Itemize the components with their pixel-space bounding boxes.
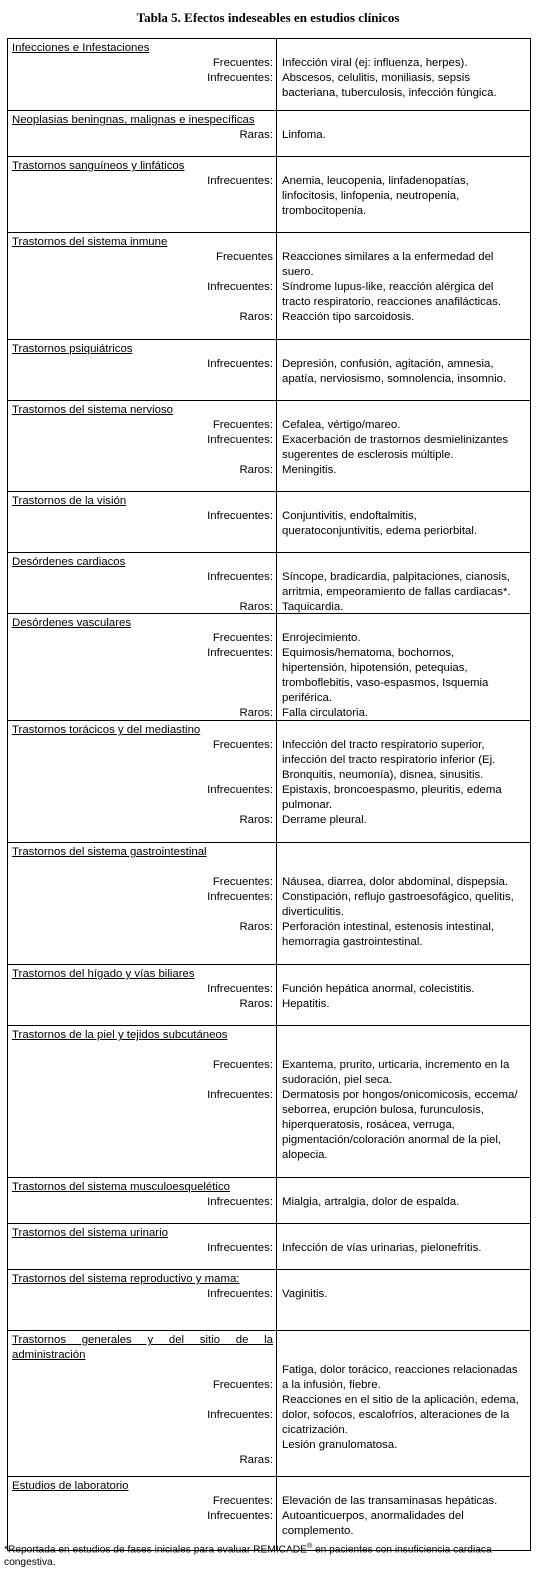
frequency-label: Frecuentes: — [212, 419, 273, 431]
effect-text: periférica. — [282, 692, 333, 704]
section-header: Trastornos del sistema musculoesquelético — [12, 1181, 230, 1193]
frequency-label: Infrecuentes: — [207, 983, 273, 995]
section-header: Trastornos del sistema inmune — [12, 236, 168, 248]
table-section — [8, 843, 530, 965]
section-left-cell — [8, 1026, 277, 1177]
frequency-label: Frecuentes — [216, 251, 273, 263]
effect-text: pigmentación/coloración anormal de la piel, — [282, 1134, 502, 1146]
effect-text: linfocitosis, linfopenia, neutropenia, — [282, 190, 460, 202]
section-header: Trastornos del sistema reproductivo y mama: — [12, 1273, 240, 1285]
effect-text: a la infusión, fiebre. — [282, 1379, 381, 1391]
section-right-cell — [277, 233, 530, 339]
effect-text: Enrojecimiento. — [282, 632, 361, 644]
section-header: Trastornos generales y del sitio de la administración — [12, 1334, 273, 1361]
frequency-label: Infrecuentes: — [207, 510, 273, 522]
section-header: Trastornos psiquiátricos — [12, 343, 133, 355]
frequency-label: Frecuentes: — [212, 876, 273, 888]
effect-text: Anemia, leucopenia, linfadenopatías, — [282, 175, 469, 187]
table-section — [8, 1331, 530, 1477]
table-section — [8, 553, 530, 614]
section-left-cell — [8, 721, 277, 842]
section-right-cell — [277, 553, 530, 613]
effect-text: Taquicardia. — [282, 601, 344, 613]
section-right-cell — [277, 721, 530, 842]
effect-text: Infección de vías urinarias, pielonefritis. — [282, 1242, 482, 1254]
section-right-cell — [277, 39, 530, 110]
section-left-cell — [8, 965, 277, 1025]
section-left-cell — [8, 553, 277, 613]
effect-text: Falla circulatoria. — [282, 707, 369, 719]
table-section — [8, 157, 530, 233]
section-right-cell — [277, 965, 530, 1025]
effect-text: sudoración, piel seca. — [282, 1074, 393, 1086]
effect-text: Hepatitis. — [282, 998, 330, 1010]
frequency-label: Raras: — [239, 1454, 273, 1466]
section-right-cell — [277, 1331, 530, 1476]
effect-text: diverticulitis. — [282, 906, 345, 918]
effect-text: Depresión, confusión, agitación, amnesia, — [282, 358, 494, 370]
effect-text: tromboflebitis, vaso-espasmos, Isquemia — [282, 677, 489, 689]
section-left-cell — [8, 39, 277, 110]
effect-text: tracto respiratorio, reacciones anafilácticas. — [282, 296, 502, 308]
effect-text: Derrame pleural. — [282, 814, 367, 826]
table-section — [8, 492, 530, 553]
section-header: Neoplasias beningnas, malignas e inespecíficas — [12, 114, 255, 126]
frequency-label: Infrecuentes: — [207, 1288, 273, 1300]
adverse-effects-table — [7, 38, 531, 1551]
frequency-label: Raros: — [239, 921, 273, 933]
effect-text: Reacciones en el sitio de la aplicación, edema, — [282, 1394, 519, 1406]
section-header: Estudios de laboratorio — [12, 1480, 129, 1492]
table-section — [8, 965, 530, 1026]
effect-text: Equimosis/hematoma, bochornos, — [282, 647, 455, 659]
frequency-label: Infrecuentes: — [207, 434, 273, 446]
effect-text: Dermatosis por hongos/onicomicosis, eccema/ — [282, 1089, 518, 1101]
section-left-cell — [8, 843, 277, 964]
frequency-label: Infrecuentes: — [207, 784, 273, 796]
effect-text: Síncope, bradicardia, palpitaciones, cianosis, — [282, 571, 510, 583]
effect-text: Fatiga, dolor torácico, reacciones relacionadas — [282, 1364, 518, 1376]
effect-text: seborrea, erupción bulosa, furunculosis, — [282, 1104, 484, 1116]
table-section — [8, 340, 530, 401]
effect-text: Mialgia, artralgia, dolor de espalda. — [282, 1196, 460, 1208]
frequency-label: Infrecuentes: — [207, 1510, 273, 1522]
section-right-cell — [277, 1270, 530, 1330]
section-left-cell — [8, 492, 277, 552]
section-left-cell — [8, 340, 277, 400]
effect-text: Cefalea, vértigo/mareo. — [282, 419, 401, 431]
section-right-cell — [277, 340, 530, 400]
effect-text: Bronquitis, neumonía), disnea, sinusitis. — [282, 769, 484, 781]
effect-text: alopecia. — [282, 1149, 328, 1161]
effect-text: Constipación, reflujo gastroesofágico, quelitis, — [282, 891, 514, 903]
frequency-label: Infrecuentes: — [207, 175, 273, 187]
footnote-text: *Reportada en estudios de fases iniciales para evaluar REMICADE — [4, 1544, 307, 1556]
frequency-label: Infrecuentes: — [207, 647, 273, 659]
frequency-label: Raras: — [239, 129, 273, 141]
table-section — [8, 111, 530, 157]
table-section — [8, 1026, 530, 1178]
frequency-label: Infrecuentes: — [207, 891, 273, 903]
section-left-cell — [8, 111, 277, 156]
section-right-cell — [277, 1178, 530, 1223]
effect-text: complemento. — [282, 1525, 354, 1537]
frequency-label: Infrecuentes: — [207, 1089, 273, 1101]
effect-text: infección del tracto respiratorio inferior (Ej. — [282, 754, 496, 766]
effect-text: Síndrome lupus-like, reacción alérgica del — [282, 281, 494, 293]
effect-text: sugerentes de esclerosis múltiple. — [282, 449, 454, 461]
effect-text: Conjuntivitis, endoftalmitis, — [282, 510, 417, 522]
effect-text: Epistaxis, broncoespasmo, pleuritis, edema — [282, 784, 502, 796]
effect-text: Reacción tipo sarcoidosis. — [282, 311, 415, 323]
frequency-label: Raros: — [239, 707, 273, 719]
section-left-cell — [8, 614, 277, 720]
section-header: Trastornos sanguíneos y linfáticos — [12, 160, 185, 172]
frequency-label: Infrecuentes: — [207, 1242, 273, 1254]
effect-text: dolor, sofocos, escalofríos, alteraciones de la — [282, 1409, 510, 1421]
table-section — [8, 39, 530, 111]
section-header: Trastornos del sistema nervioso — [12, 404, 174, 416]
table-section — [8, 721, 530, 843]
effect-text: Elevación de las transaminasas hepáticas. — [282, 1495, 498, 1507]
section-left-cell — [8, 1224, 277, 1269]
frequency-label: Infrecuentes: — [207, 1196, 273, 1208]
effect-text: Linfoma. — [282, 129, 326, 141]
effect-text: suero. — [282, 266, 314, 278]
effect-text: Lesión granulomatosa. — [282, 1439, 398, 1451]
section-right-cell — [277, 1224, 530, 1269]
frequency-label: Infrecuentes: — [207, 1409, 273, 1421]
section-left-cell — [8, 401, 277, 491]
section-right-cell — [277, 614, 530, 720]
effect-text: Infección del tracto respiratorio superior, — [282, 739, 485, 751]
effect-text: Autoanticuerpos, anormalidades del — [282, 1510, 464, 1522]
table-section — [8, 233, 530, 340]
section-right-cell — [277, 111, 530, 156]
section-left-cell — [8, 157, 277, 232]
section-right-cell — [277, 1026, 530, 1177]
effect-text: Vaginitis. — [282, 1288, 328, 1300]
section-left-cell — [8, 1331, 277, 1476]
section-header: Desórdenes cardiacos — [12, 556, 126, 568]
table-section — [8, 1178, 530, 1224]
frequency-label: Infrecuentes: — [207, 281, 273, 293]
effect-text: apatía, nerviosismo, somnolencia, insomnio. — [282, 373, 507, 385]
frequency-label: Frecuentes: — [212, 1495, 273, 1507]
frequency-label: Raros: — [239, 311, 273, 323]
effect-text: Náusea, diarrea, dolor abdominal, dispepsia. — [282, 876, 509, 888]
section-header: Trastornos de la piel y tejidos subcutáneos — [12, 1029, 228, 1041]
effect-text: pulmonar. — [282, 799, 333, 811]
section-header: Trastornos torácicos y del mediastino — [12, 724, 201, 736]
registered-mark: ® — [306, 1543, 313, 1550]
effect-text: trombocitopenia. — [282, 205, 367, 217]
effect-text: arritmia, empeoramiento de fallas cardiacas*. — [282, 586, 511, 598]
frequency-label: Raros: — [239, 998, 273, 1010]
section-left-cell — [8, 1270, 277, 1330]
effect-text: cicatrización. — [282, 1424, 348, 1436]
footnote-text-end: en pacientes con insuficiencia cardiaca congestiva. — [4, 1544, 492, 1569]
table-section — [8, 614, 530, 721]
table-section — [8, 1224, 530, 1270]
section-header: Trastornos del sistema urinario — [12, 1227, 168, 1239]
table-title: Tabla 5. Efectos indeseables en estudios clínicos — [136, 10, 400, 25]
effect-text: hemorragia gastrointestinal. — [282, 936, 423, 948]
effect-text: Reacciones similares a la enfermedad del — [282, 251, 494, 263]
frequency-label: Raros: — [239, 814, 273, 826]
frequency-label: Frecuentes: — [212, 1379, 273, 1391]
effect-text: Infección viral (ej: influenza, herpes). — [282, 57, 468, 69]
section-left-cell — [8, 233, 277, 339]
section-header: Trastornos de la visión — [12, 495, 127, 507]
effect-text: Perforación intestinal, estenosis intestinal, — [282, 921, 495, 933]
effect-text: Exacerbación de trastornos desmielinizantes — [282, 434, 509, 446]
frequency-label: Raros: — [239, 601, 273, 613]
frequency-label: Frecuentes: — [212, 739, 273, 751]
effect-text: hipertensión, hipotensión, petequias, — [282, 662, 468, 674]
section-header: Trastornos del hígado y vías biliares — [12, 968, 195, 980]
effect-text: hiperqueratosis, rosácea, verruga, — [282, 1119, 455, 1131]
section-right-cell — [277, 492, 530, 552]
section-left-cell — [8, 1178, 277, 1223]
effect-text: bacteriana, tuberculosis, infección fúngica. — [282, 87, 497, 99]
section-right-cell — [277, 843, 530, 964]
frequency-label: Frecuentes: — [212, 632, 273, 644]
frequency-label: Infrecuentes: — [207, 72, 273, 84]
effect-text: queratoconjuntivitis, edema periorbital. — [282, 525, 478, 537]
table-section — [8, 401, 530, 492]
effect-text: Meningitis. — [282, 464, 337, 476]
frequency-label: Infrecuentes: — [207, 358, 273, 370]
frequency-label: Raros: — [239, 464, 273, 476]
section-header: Trastornos del sistema gastrointestinal — [12, 846, 207, 858]
section-header: Infecciones e Infestaciones — [12, 42, 150, 54]
effect-text: Exantema, prurito, urticaria, incremento en la — [282, 1059, 510, 1071]
frequency-label: Infrecuentes: — [207, 571, 273, 583]
frequency-label: Frecuentes: — [212, 1059, 273, 1071]
frequency-label: Frecuentes: — [212, 57, 273, 69]
section-right-cell — [277, 157, 530, 232]
effect-text: Abscesos, celulitis, moniliasis, sepsis — [282, 72, 471, 84]
footnote — [4, 1540, 530, 1569]
effect-text: Función hepática anormal, colecistitis. — [282, 983, 475, 995]
section-header: Desórdenes vasculares — [12, 617, 132, 629]
table-section — [8, 1270, 530, 1331]
section-right-cell — [277, 401, 530, 491]
